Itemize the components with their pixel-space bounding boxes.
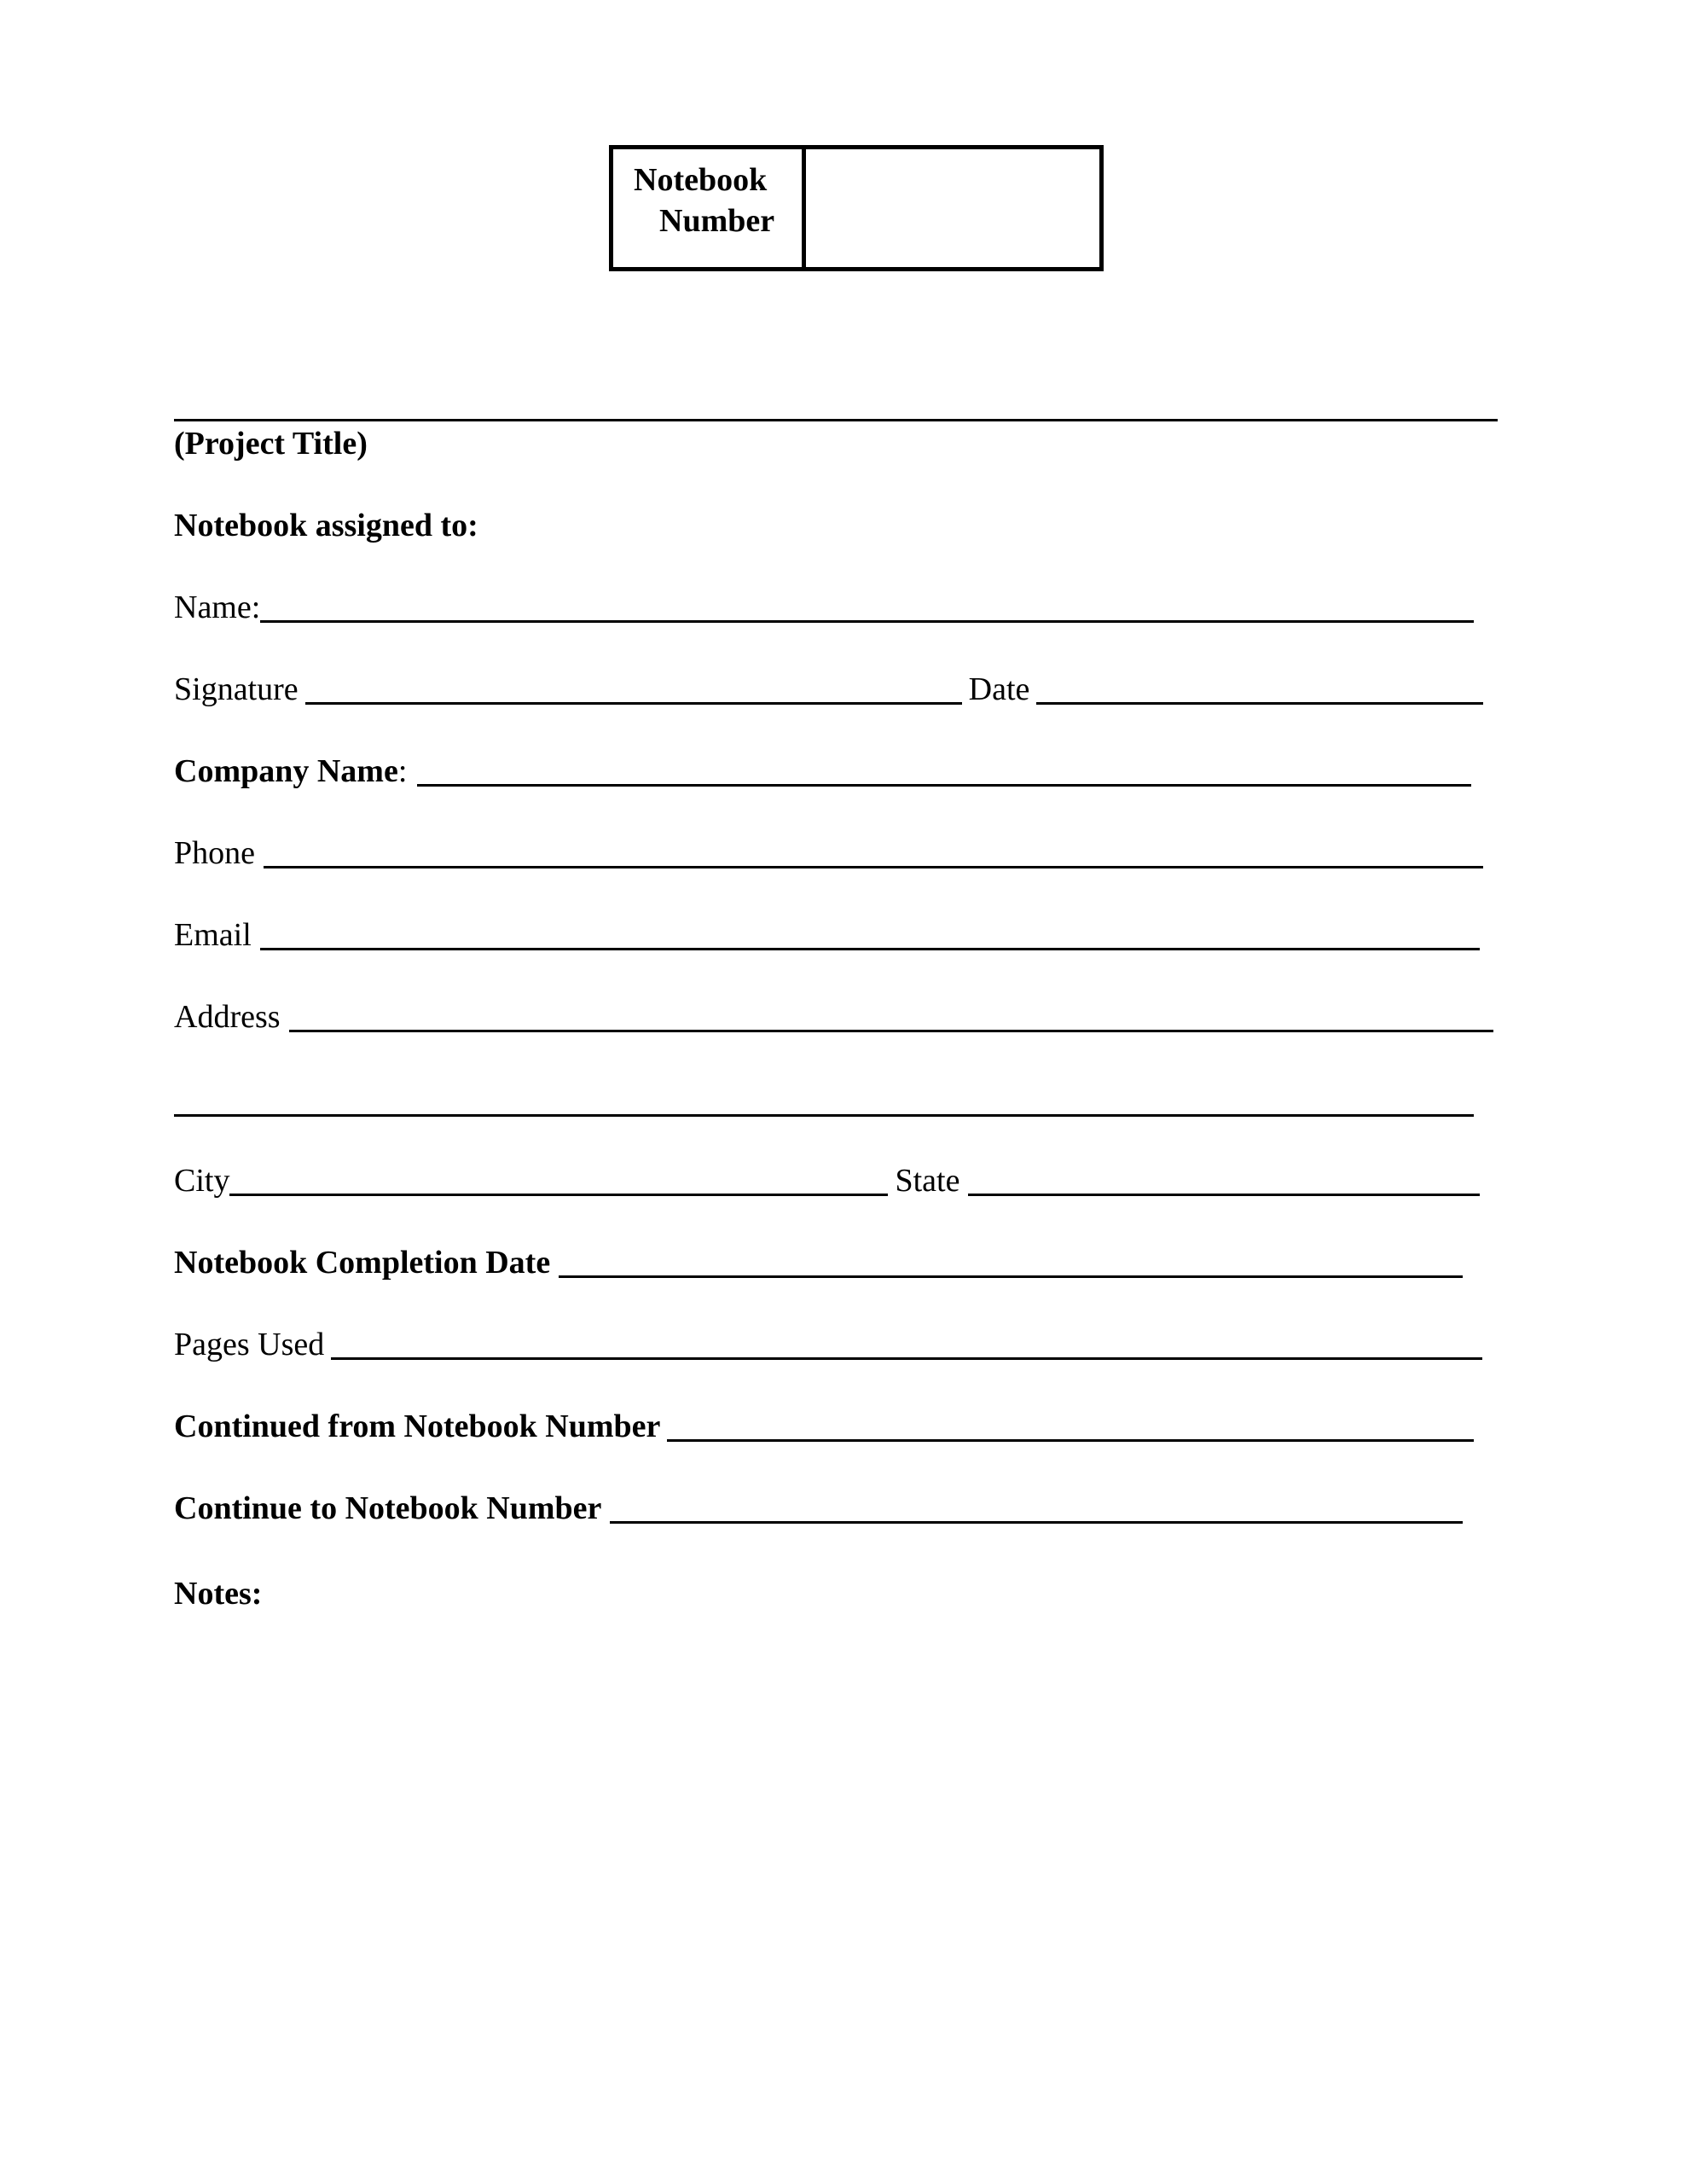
notebook-number-label [613,149,806,267]
pages-used-field[interactable] [331,1326,1482,1360]
date-label: Date [968,671,1030,707]
name-label: Name: [174,590,261,625]
email-field[interactable] [260,916,1480,950]
company-row [174,751,1471,793]
name-field[interactable] [260,589,1474,623]
notebook-number-box [609,145,1104,271]
continued-from-label: Continued from Notebook Number [174,1409,661,1444]
notebook-number-label-line1: Notebook [634,162,768,198]
notes-label: Notes: [174,1576,263,1612]
continue-to-row [174,1488,1463,1531]
continued-from-prefix-blank[interactable] [667,1408,694,1442]
notebook-number-label-line2: Number [659,203,775,239]
phone-field[interactable] [264,834,1483,868]
email-row [174,915,1480,957]
city-label: City [174,1163,230,1199]
continued-from-field[interactable] [694,1408,1474,1442]
company-name-label: Company Name [174,753,398,789]
state-field[interactable] [968,1162,1480,1196]
project-title-label: (Project Title) [174,426,368,462]
signature-label: Signature [174,671,299,707]
city-state-row [174,1160,1480,1203]
phone-row [174,833,1483,875]
project-title-field[interactable] [174,419,1498,421]
pages-used-row [174,1324,1482,1367]
address-row [174,996,1493,1039]
continued-from-row [174,1406,1474,1449]
address-label: Address [174,999,281,1035]
address-line2-field[interactable] [174,1114,1474,1117]
phone-label: Phone [174,835,255,871]
completion-date-field[interactable] [559,1244,1463,1278]
signature-row [174,669,1483,712]
city-field[interactable] [229,1162,888,1196]
name-row [174,587,1474,630]
date-field[interactable] [1036,671,1483,705]
continue-to-label: Continue to Notebook Number [174,1490,602,1526]
completion-date-label: Notebook Completion Date [174,1245,551,1281]
notebook-number-field[interactable] [806,149,1099,267]
signature-field[interactable] [305,671,962,705]
completion-date-row [174,1242,1463,1285]
pages-used-label: Pages Used [174,1327,325,1362]
email-label: Email [174,917,252,953]
state-label: State [895,1163,960,1199]
assigned-heading: Notebook assigned to: [174,508,478,543]
company-name-colon: : [397,753,408,789]
company-name-field[interactable] [417,752,1471,787]
continue-to-field[interactable] [610,1490,1463,1524]
address-field[interactable] [289,998,1493,1032]
